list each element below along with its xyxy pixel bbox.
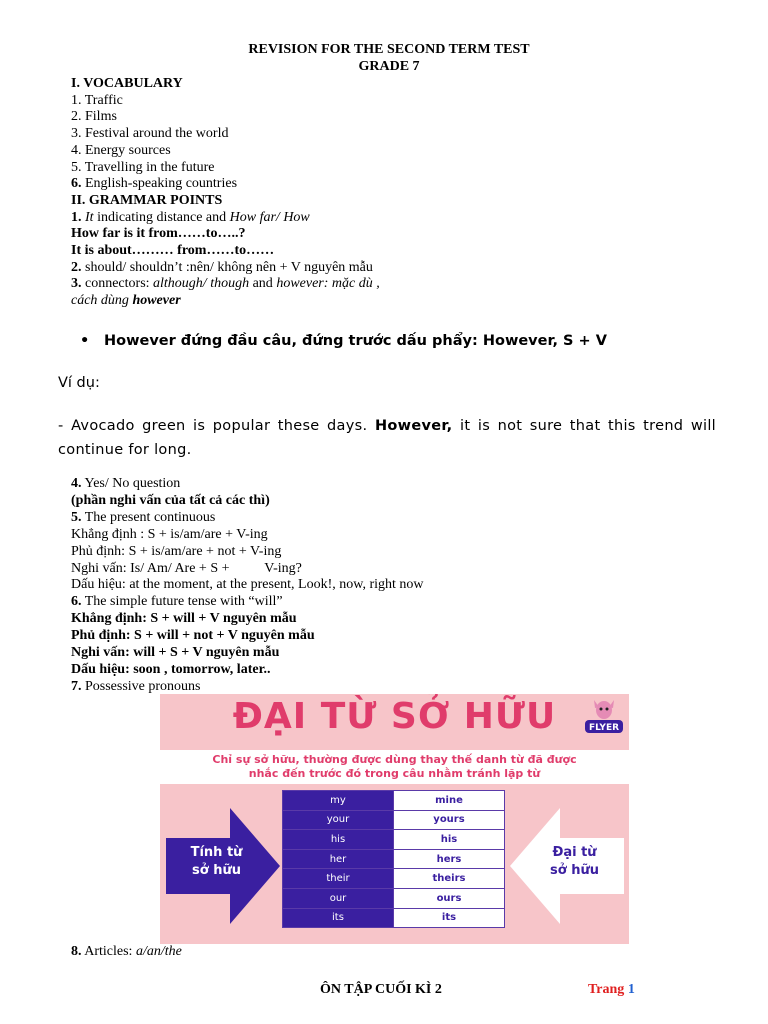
- graphic-title: ĐẠI TỪ SỞ HỮU: [232, 696, 557, 737]
- example-sentence: - Avocado green is popular these days. However, it is not sure that this trend will continue for long.: [58, 418, 716, 458]
- grammar-point-5: 5. The present continuous: [71, 509, 216, 525]
- grammar-point-6: 6. The simple future tense with “will”: [71, 594, 283, 610]
- grammar-point-7: 7. Possessive pronouns: [71, 678, 201, 694]
- vocab-item: 4. Energy sources: [71, 142, 171, 158]
- vocab-item: 1. Traffic: [71, 92, 123, 108]
- present-continuous-negative: Phủ định: S + is/am/are + not + V-ing: [71, 543, 282, 559]
- vocab-item: 6. English-speaking countries: [71, 176, 238, 192]
- grammar-section-2: [71, 476, 424, 696]
- vocab-item: 3. Festival around the world: [71, 126, 229, 142]
- grammar-point-2: 2. should/ shouldn’t :nên/ không nên + V nguyên mẫu: [71, 259, 373, 275]
- vocab-item: 5. Travelling in the future: [71, 159, 215, 175]
- possessive-adjective-label: Tính từ sở hữu: [190, 845, 243, 878]
- graphic-subtitle: Chỉ sự sở hữu, thường được dùng thay thế danh từ đã được nhắc đến trước đó trong câu nhằm tránh lặp từ: [160, 750, 629, 784]
- grammar-point-8: 8. Articles: a/an/the: [71, 944, 182, 959]
- vocab-item: 2. Films: [71, 109, 117, 125]
- table-row: its its: [283, 908, 505, 928]
- table-row: our ours: [283, 888, 505, 908]
- grammar-heading: II. GRAMMAR POINTS: [71, 192, 223, 208]
- logo-text: FLYER: [588, 723, 620, 733]
- table-row: his his: [283, 830, 505, 850]
- vocab-heading: I. VOCABULARY: [71, 76, 183, 91]
- possessive-pronoun-label: Đại từ sở hữu: [550, 845, 599, 878]
- pronoun-table: [282, 790, 505, 928]
- grammar-point-4: 4. Yes/ No question: [71, 476, 181, 491]
- table-row: her hers: [283, 849, 505, 869]
- present-continuous-affirmative: Khẳng định : S + is/am/are + V-ing: [71, 526, 268, 542]
- possessive-pronouns-graphic: [160, 694, 629, 944]
- future-question: Nghi vấn: will + S + V nguyên mẫu: [71, 645, 280, 661]
- vocab-grammar-section: [71, 76, 380, 310]
- present-continuous-question: Nghi vấn: Is/ Am/ Are + S + V-ing?: [71, 560, 302, 576]
- future-signals: Dấu hiệu: soon , tomorrow, later..: [71, 661, 271, 677]
- footer-title: ÔN TẬP CUỐI KÌ 2: [320, 982, 442, 997]
- present-continuous-signals: Dấu hiệu: at the moment, at the present, Look!, now, right now: [71, 577, 424, 593]
- distance-answer: It is about……… from……to……: [71, 243, 275, 259]
- flyer-logo-icon: [582, 698, 626, 738]
- grade-label: GRADE 7: [358, 59, 420, 74]
- example-label: Ví dụ:: [58, 375, 100, 391]
- distance-question: How far is it from……to…..?: [71, 226, 246, 242]
- table-row: their theirs: [283, 869, 505, 889]
- page-number: Trang 1: [588, 982, 635, 997]
- grammar-point-4-note: (phần nghi vấn của tất cả các thì): [71, 492, 270, 508]
- table-row: your yours: [283, 810, 505, 830]
- future-affirmative: Khẳng định: S + will + V nguyên mẫu: [71, 611, 297, 627]
- grammar-point-3: 3. connectors: although/ though and however: mặc dù ,: [71, 276, 380, 292]
- grammar-point-3-usage: cách dùng however: [71, 293, 181, 309]
- document-title: REVISION FOR THE SECOND TERM TEST: [248, 42, 530, 57]
- table-row: my mine: [283, 791, 505, 811]
- however-rule: • However đứng đầu câu, đứng trước dấu phẩy: However, S + V: [80, 333, 607, 349]
- future-negative: Phủ định: S + will + not + V nguyên mẫu: [71, 628, 315, 644]
- grammar-point-1: 1. It indicating distance and How far/ How: [71, 209, 310, 225]
